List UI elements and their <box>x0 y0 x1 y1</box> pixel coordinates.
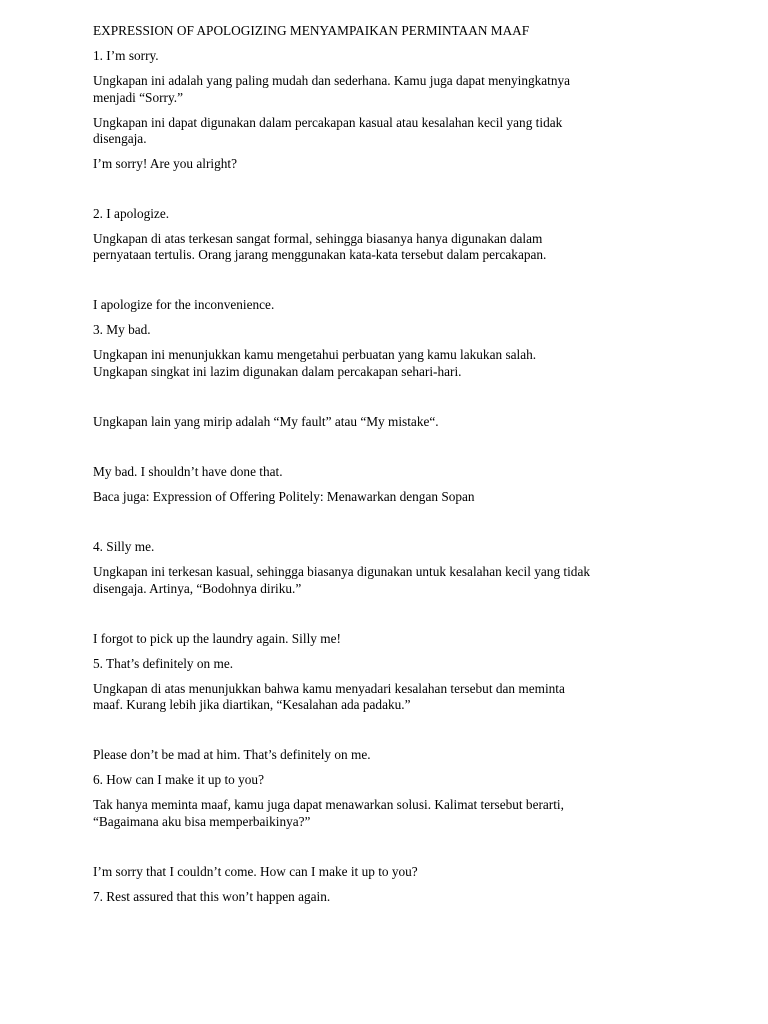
paragraph-line: Ungkapan singkat ini lazim digunakan dalam percakapan sehari-hari. <box>93 364 462 379</box>
paragraph-line: menjadi “Sorry.” <box>93 90 183 105</box>
paragraph-line: disengaja. <box>93 131 147 146</box>
expression-heading-6: 6. How can I make it up to you? <box>93 772 264 787</box>
expression-heading-2: 2. I apologize. <box>93 206 170 221</box>
paragraph-line: Ungkapan ini menunjukkan kamu mengetahui perbuatan yang kamu lakukan salah. <box>93 347 537 362</box>
example-sentence: I apologize for the inconvenience. <box>93 297 275 312</box>
expression-heading-3: 3. My bad. <box>93 322 151 337</box>
paragraph-line: disengaja. Artinya, “Bodohnya diriku.” <box>93 581 302 596</box>
paragraph-line: pernyataan tertulis. Orang jarang menggunakan kata-kata tersebut dalam percakapan. <box>93 247 547 262</box>
expression-heading-7: 7. Rest assured that this won’t happen again. <box>93 889 331 904</box>
paragraph-line: maaf. Kurang lebih jika diartikan, “Kesalahan ada padaku.” <box>93 697 411 712</box>
paragraph-line: Ungkapan ini dapat digunakan dalam percakapan kasual atau kesalahan kecil yang tidak <box>93 115 563 130</box>
related-link-text: Baca juga: Expression of Offering Politely: Menawarkan dengan Sopan <box>93 489 475 504</box>
expression-heading-1: 1. I’m sorry. <box>93 48 159 63</box>
paragraph-line: Ungkapan lain yang mirip adalah “My fault” atau “My mistake“. <box>93 414 439 429</box>
paragraph-line: Tak hanya meminta maaf, kamu juga dapat menawarkan solusi. Kalimat tersebut berarti, <box>93 797 564 812</box>
paragraph-line: Ungkapan ini adalah yang paling mudah dan sederhana. Kamu juga dapat menyingkatnya <box>93 73 571 88</box>
paragraph-line: “Bagaimana aku bisa memperbaikinya?” <box>93 814 311 829</box>
example-sentence: I forgot to pick up the laundry again. Silly me! <box>93 631 341 646</box>
paragraph-line: Ungkapan ini terkesan kasual, sehingga biasanya digunakan untuk kesalahan kecil yang tidak <box>93 564 591 579</box>
expression-heading-5: 5. That’s definitely on me. <box>93 656 234 671</box>
example-sentence: I’m sorry that I couldn’t come. How can I make it up to you? <box>93 864 418 879</box>
document-title: EXPRESSION OF APOLOGIZING MENYAMPAIKAN PERMINTAAN MAAF <box>93 23 530 38</box>
example-sentence: I’m sorry! Are you alright? <box>93 156 238 171</box>
example-sentence: Please don’t be mad at him. That’s definitely on me. <box>93 747 371 762</box>
example-sentence: My bad. I shouldn’t have done that. <box>93 464 283 479</box>
paragraph-line: Ungkapan di atas terkesan sangat formal, sehingga biasanya hanya digunakan dalam <box>93 231 543 246</box>
expression-heading-4: 4. Silly me. <box>93 539 155 554</box>
paragraph-line: Ungkapan di atas menunjukkan bahwa kamu menyadari kesalahan tersebut dan meminta <box>93 681 565 696</box>
